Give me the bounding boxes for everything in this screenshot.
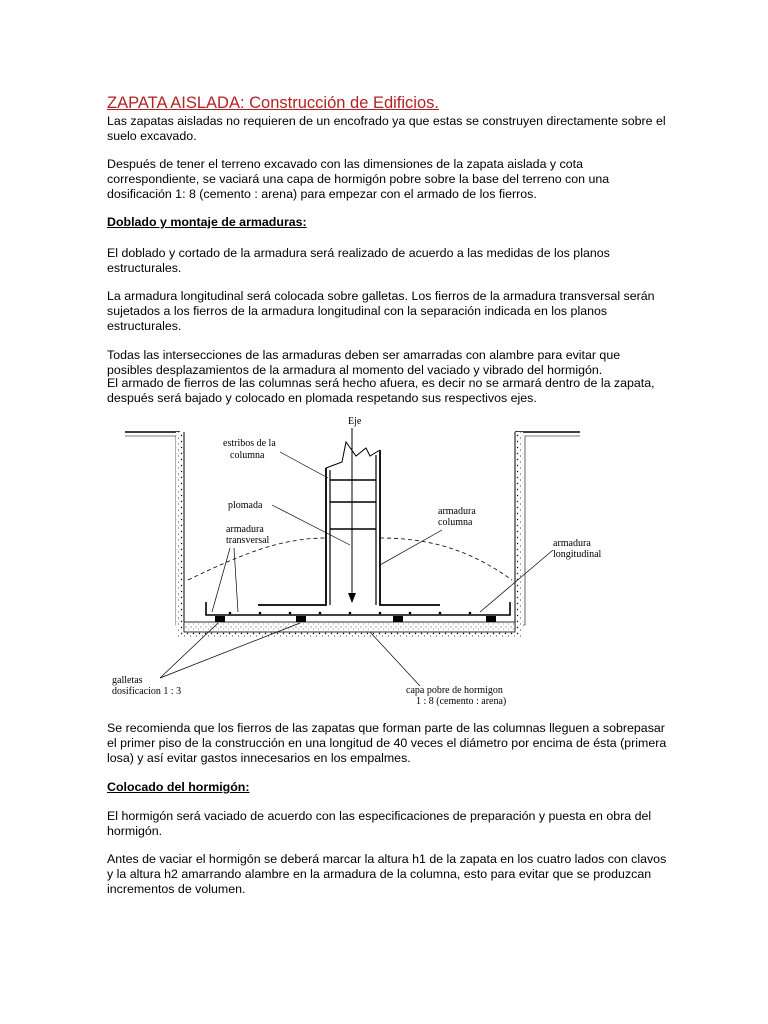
longitudinal-bar xyxy=(206,602,510,615)
paragraph-vaciado: El hormigón será vaciado de acuerdo con las especificaciones de preparación y puesta en obra del hormigón. xyxy=(107,809,652,838)
lean-concrete-layer xyxy=(184,622,515,632)
paragraph-excavation: Después de tener el terreno excavado con las dimensiones de la zapata aislada y cota correspondiente, se vaciará una capa de hormigón pobre sobre la base del terreno con una dosificación 1: 8 (cemento : arena) para empezar con el armado de los fierros. xyxy=(107,157,610,201)
section-heading-armaduras: Doblado y montaje de armaduras: xyxy=(107,215,307,229)
column-stirrups xyxy=(330,480,376,529)
column-break-line xyxy=(326,442,380,468)
galleta-4 xyxy=(486,616,496,622)
label-plomada: plomada xyxy=(228,500,263,511)
paragraph-intro: Las zapatas aisladas no requieren de un encofrado ya que estas se construyen directamente sobre el suelo excavado. xyxy=(107,114,666,143)
paragraph-marcado: Antes de vaciar el hormigón se deberá marcar la altura h1 de la zapata en los cuatro lados con clavos y la altura h2 amarrando alambre en la armadura de la columna, esto para evitar que se produzcan incrementos de volumen. xyxy=(107,852,667,896)
section-heading-hormigon: Colocado del hormigón: xyxy=(107,780,250,794)
paragraph-longitudinal: La armadura longitudinal será colocada sobre galletas. Los fierros de la armadura transversal serán sujetados a los fierros de la armadura longitudinal con la separación indicada en los planos estructurales. xyxy=(107,289,655,333)
label-armadura-longitudinal-2: longitudinal xyxy=(553,549,602,560)
zapata-diagram xyxy=(112,410,660,710)
label-armadura-columna: armadura xyxy=(438,506,476,517)
label-transversal: armadura xyxy=(226,524,264,535)
galleta-2 xyxy=(296,616,306,622)
paragraph-recomendacion: Se recomienda que los fierros de las zapatas que forman parte de las columnas lleguen a sobrepasar el primer piso de la construcción en una longitud de 40 veces el diámetro por encima de ésta (primera losa) y así evitar gastos innecesarios en los empalmes. xyxy=(107,721,667,765)
galleta-1 xyxy=(215,616,225,622)
plumb-arrow-icon xyxy=(348,593,356,603)
page-title: ZAPATA AISLADA: Construcción de Edificios. xyxy=(107,94,439,112)
label-estribos: estribos de la xyxy=(223,438,276,449)
label-eje: Eje xyxy=(348,416,362,427)
column-bar-right xyxy=(380,450,440,605)
label-capa-pobre-2: 1 : 8 (cemento : arena) xyxy=(416,696,507,707)
excavation-wall-left xyxy=(176,432,184,637)
label-transversal-2: transversal xyxy=(226,535,270,546)
label-estribos-2: columna xyxy=(230,450,265,461)
label-capa-pobre: capa pobre de hormigon xyxy=(406,685,503,696)
excavation-wall-right xyxy=(515,432,523,637)
label-armadura-columna-2: columna xyxy=(438,517,473,528)
paragraph-intersecciones: Todas las intersecciones de las armaduras deben ser amarradas con alambre para evitar que posibles desplazamientos de la armadura al momento del vaciado y vibrado del hormigón. xyxy=(107,348,621,377)
label-galletas-2: dosificacion 1 : 3 xyxy=(112,686,182,697)
label-galletas: galletas xyxy=(112,675,143,686)
galleta-3 xyxy=(393,616,403,622)
paragraph-columnas: El armado de fierros de las columnas será hecho afuera, es decir no se armará dentro de la zapata, después será bajado y colocado en plomada respetando sus respectivos ejes. xyxy=(107,376,655,405)
label-armadura-longitudinal: armadura xyxy=(553,538,591,549)
paragraph-doblado: El doblado y cortado de la armadura será realizado de acuerdo a las medidas de los planos estructurales. xyxy=(107,246,610,275)
transverse-bar-dots xyxy=(229,612,472,615)
